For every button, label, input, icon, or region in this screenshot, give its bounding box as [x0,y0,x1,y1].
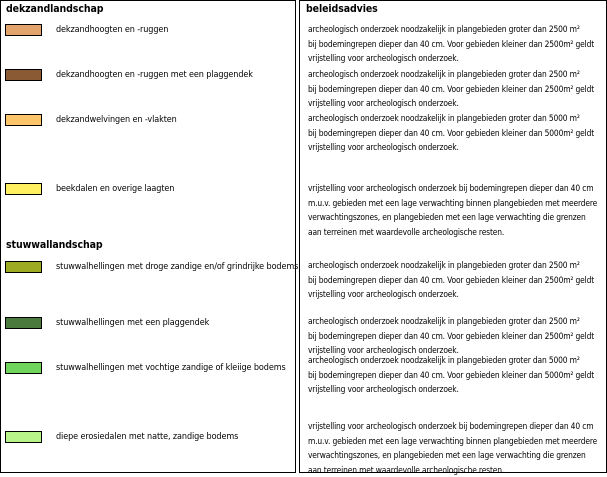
advice-line: bij bodemingrepen dieper dan 40 cm. Voor gebieden kleiner dan 2500m² geldt [308,38,595,49]
advice-text [308,111,604,155]
legend-label: dekzandhoogten en -ruggen [56,25,169,35]
advice-line: vrijstelling voor archeologisch onderzoek bij bodemingrepen dieper dan 40 cm [308,421,594,431]
legend-item [5,23,168,37]
advice-line: vrijstelling voor archeologisch onderzoek bij bodemingrepen dieper dan 40 cm [308,183,594,193]
advice-text [308,22,604,66]
legend-item [5,361,286,375]
legend-label: diepe erosiedalen met natte, zandige bodems [56,432,239,442]
legend-swatch [5,114,42,126]
legend-item [5,260,298,274]
legend-swatch [5,183,42,195]
advice-line: archeologisch onderzoek noodzakelijk in plangebieden groter dan 2500 m² [308,316,580,326]
advice-line: vrijstelling voor archeologisch onderzoek. [308,289,459,300]
legend-label: stuwwalhellingen met vochtige zandige of kleiige bodems [56,363,286,373]
advice-line: bij bodemingrepen dieper dan 40 cm. Voor gebieden kleiner dan 2500m² geldt [308,274,595,285]
advice-line: vrijstelling voor archeologisch onderzoek. [308,53,459,64]
legend-label: dekzandwelvingen en -vlakten [56,115,177,125]
advice-line: vrijstelling voor archeologisch onderzoek. [308,345,459,356]
advice-line: archeologisch onderzoek noodzakelijk in plangebieden groter dan 2500 m² [308,24,580,34]
advice-line: vrijstelling voor archeologisch onderzoek. [308,142,459,153]
advice-line: archeologisch onderzoek noodzakelijk in plangebieden groter dan 5000 m² [308,113,580,123]
legend-swatch [5,69,42,81]
advice-panel [299,0,607,473]
advice-line: m.u.v. gebieden met een lage verwachting binnen plangebieden met meerdere [308,435,598,446]
advice-line: archeologisch onderzoek noodzakelijk in plangebieden groter dan 2500 m² [308,69,580,79]
legend-label: stuwwalhellingen met droge zandige en/of grindrijke bodems [56,262,299,272]
advice-line: m.u.v. gebieden met een lage verwachting binnen plangebieden met meerdere [308,197,598,208]
legend-swatch [5,261,42,273]
advice-line: aan terreinen met waardevolle archeologische resten. [308,464,505,475]
advice-text [308,67,604,111]
legend-swatch [5,24,42,36]
advice-text [308,258,604,302]
legend-label: dekzandhoogten en -ruggen met een plaggendek [56,70,253,80]
advice-text [308,314,604,358]
legend-item [5,68,253,82]
advice-line: bij bodemingrepen dieper dan 40 cm. Voor gebieden kleiner dan 2500m² geldt [308,83,595,94]
advice-text [308,181,604,239]
advice-line: aan terreinen met waardevolle archeologische resten. [308,226,505,237]
legend-panel [0,0,299,473]
legend-swatch [5,317,42,329]
legend-swatch [5,362,42,374]
legend-item [5,182,174,196]
advice-line: bij bodemingrepen dieper dan 40 cm. Voor gebieden kleiner dan 5000m² geldt [308,369,595,380]
section-title-dekzandlandschap: dekzandlandschap [6,3,104,15]
advice-line: verwachtingszones, en plangebieden met een lage verwachting die grenzen [308,450,586,461]
advice-line: archeologisch onderzoek noodzakelijk in plangebieden groter dan 2500 m² [308,260,580,270]
advice-line: vrijstelling voor archeologisch onderzoek. [308,98,459,109]
legend-label: stuwwalhellingen met een plaggendek [56,318,210,328]
advice-line: archeologisch onderzoek noodzakelijk in plangebieden groter dan 5000 m² [308,355,580,365]
section-title-stuwwallandschap: stuwwallandschap [6,239,103,251]
legend-swatch [5,431,42,443]
legend-item [5,430,238,444]
advice-line: vrijstelling voor archeologisch onderzoek. [308,384,459,395]
advice-line: bij bodemingrepen dieper dan 40 cm. Voor gebieden kleiner dan 2500m² geldt [308,330,595,341]
advice-line: verwachtingszones, en plangebieden met een lage verwachting die grenzen [308,212,586,223]
legend-item [5,113,177,127]
legend-item [5,316,209,330]
legend-label: beekdalen en overige laagten [56,184,175,194]
advice-text [308,353,604,397]
advice-line: bij bodemingrepen dieper dan 40 cm. Voor gebieden kleiner dan 5000m² geldt [308,127,595,138]
advice-title: beleidsadvies [306,3,378,15]
advice-text [308,419,604,477]
